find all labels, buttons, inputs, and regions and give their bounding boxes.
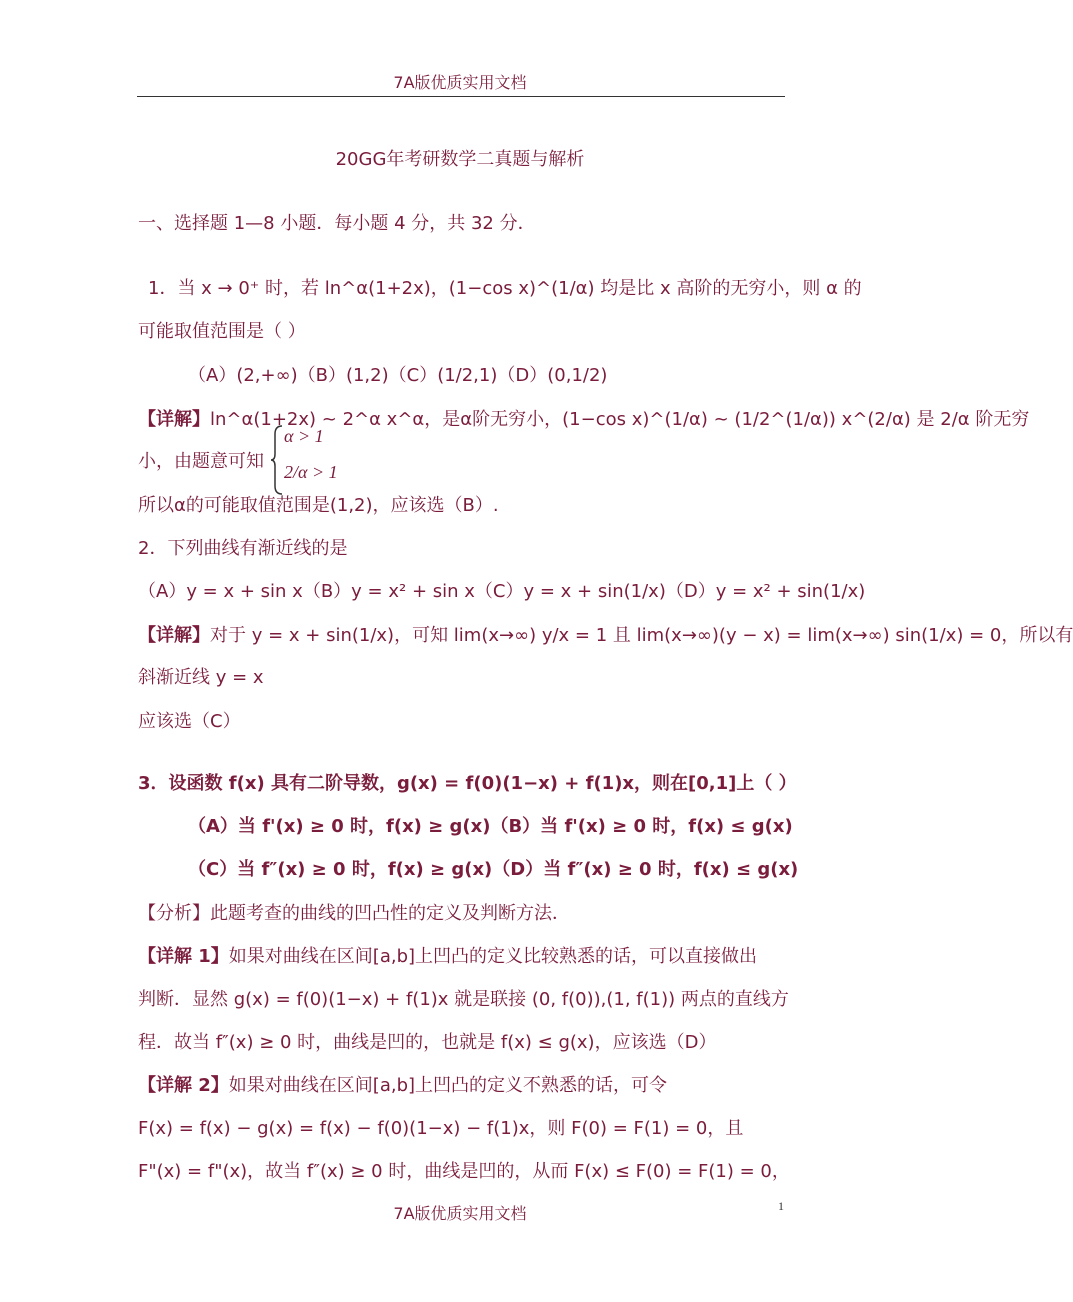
q3-detail2-line1 <box>138 1074 667 1098</box>
q1-detail-line2: 小，由题意可知 <box>138 451 264 472</box>
page-footer: 7A版优质实用文档 <box>393 1204 527 1223</box>
q2-answer: 应该选（C） <box>138 711 241 732</box>
q3-detail2-line3: F"(x) = f"(x)，故当 f″(x) ≥ 0 时，曲线是凹的，从而 F(x) ≤ F(0) = F(1) = 0， <box>138 1161 790 1182</box>
q1-stem-line2: 可能取值范围是（ ） <box>138 321 306 342</box>
q2-detail-text: 对于 y = x + sin(1/x)，可知 lim(x→∞) y/x = 1 且 lim(x→∞)(y − x) = lim(x→∞) sin(1/x) = 0，所以有 <box>210 625 1073 646</box>
q1-stem-line1: 1．当 x → 0⁺ 时，若 ln^α(1+2x)，(1−cos x)^(1/α) 均是比 x 高阶的无穷小，则 α 的 <box>148 278 862 299</box>
q3-detail2-text: 如果对曲线在区间[a,b]上凹凸的定义不熟悉的话，可令 <box>228 1075 668 1096</box>
q1-detail-text: ln^α(1+2x) ~ 2^α x^α，是α阶无穷小，(1−cos x)^(1/α) ~ (1/2^(1/α)) x^(2/α) 是 2/α 阶无穷 <box>210 409 1030 430</box>
q3-detail1-line1 <box>138 945 757 969</box>
q2-detail-line2: 斜渐近线 y = x <box>138 667 264 688</box>
q1-options: （A）(2,+∞)（B）(1,2)（C）(1/2,1)（D）(0,1/2) <box>188 365 608 386</box>
q3-detail2-line2: F(x) = f(x) − g(x) = f(x) − f(0)(1−x) − f(1)x，则 F(0) = F(1) = 0，且 <box>138 1118 744 1139</box>
q1-conclusion: 所以α的可能取值范围是(1,2)，应该选（B）. <box>138 495 499 516</box>
q2-detail-label: 【详解】 <box>138 625 210 646</box>
q3-stem: 3．设函数 f(x) 具有二阶导数，g(x) = f(0)(1−x) + f(1)x，则在[0,1]上（ ） <box>138 773 797 794</box>
q1-system-ineq2: 2/α > 1 <box>284 462 338 482</box>
q2-detail-line1 <box>138 624 1073 648</box>
system-brace-icon <box>270 424 284 496</box>
q3-options-ab: （A）当 f'(x) ≥ 0 时，f(x) ≥ g(x)（B）当 f'(x) ≥ 0 时，f(x) ≤ g(x) <box>188 816 793 837</box>
page-title: 20GG年考研数学二真题与解析 <box>335 149 585 170</box>
section-heading: 一、选择题 1—8 小题．每小题 4 分，共 32 分． <box>138 213 536 234</box>
q3-detail1-line3: 程．故当 f″(x) ≥ 0 时，曲线是凹的，也就是 f(x) ≤ g(x)，应该选（D） <box>138 1032 717 1053</box>
q3-detail1-line2: 判断．显然 g(x) = f(0)(1−x) + f(1)x 就是联接 (0, f(0)),(1, f(1)) 两点的直线方 <box>138 989 789 1010</box>
q2-stem: 2．下列曲线有渐近线的是 <box>138 538 348 559</box>
q3-detail2-label: 【详解 2】 <box>138 1075 229 1096</box>
header-rule <box>137 96 785 97</box>
q1-system-ineq1: α > 1 <box>284 426 324 446</box>
q3-detail1-text: 如果对曲线在区间[a,b]上凹凸的定义比较熟悉的话，可以直接做出 <box>228 946 758 967</box>
q3-detail1-label: 【详解 1】 <box>138 946 229 967</box>
page-number: 1 <box>778 1199 784 1213</box>
q2-options: （A）y = x + sin x（B）y = x² + sin x（C）y = x + sin(1/x)（D）y = x² + sin(1/x) <box>138 581 866 602</box>
q1-detail-label: 【详解】 <box>138 409 210 430</box>
page-header: 7A版优质实用文档 <box>393 73 527 92</box>
q3-options-cd: （C）当 f″(x) ≥ 0 时，f(x) ≥ g(x)（D）当 f″(x) ≥ 0 时，f(x) ≤ g(x) <box>188 859 799 880</box>
q3-analysis: 【分析】此题考查的曲线的凹凸性的定义及判断方法． <box>138 903 570 924</box>
